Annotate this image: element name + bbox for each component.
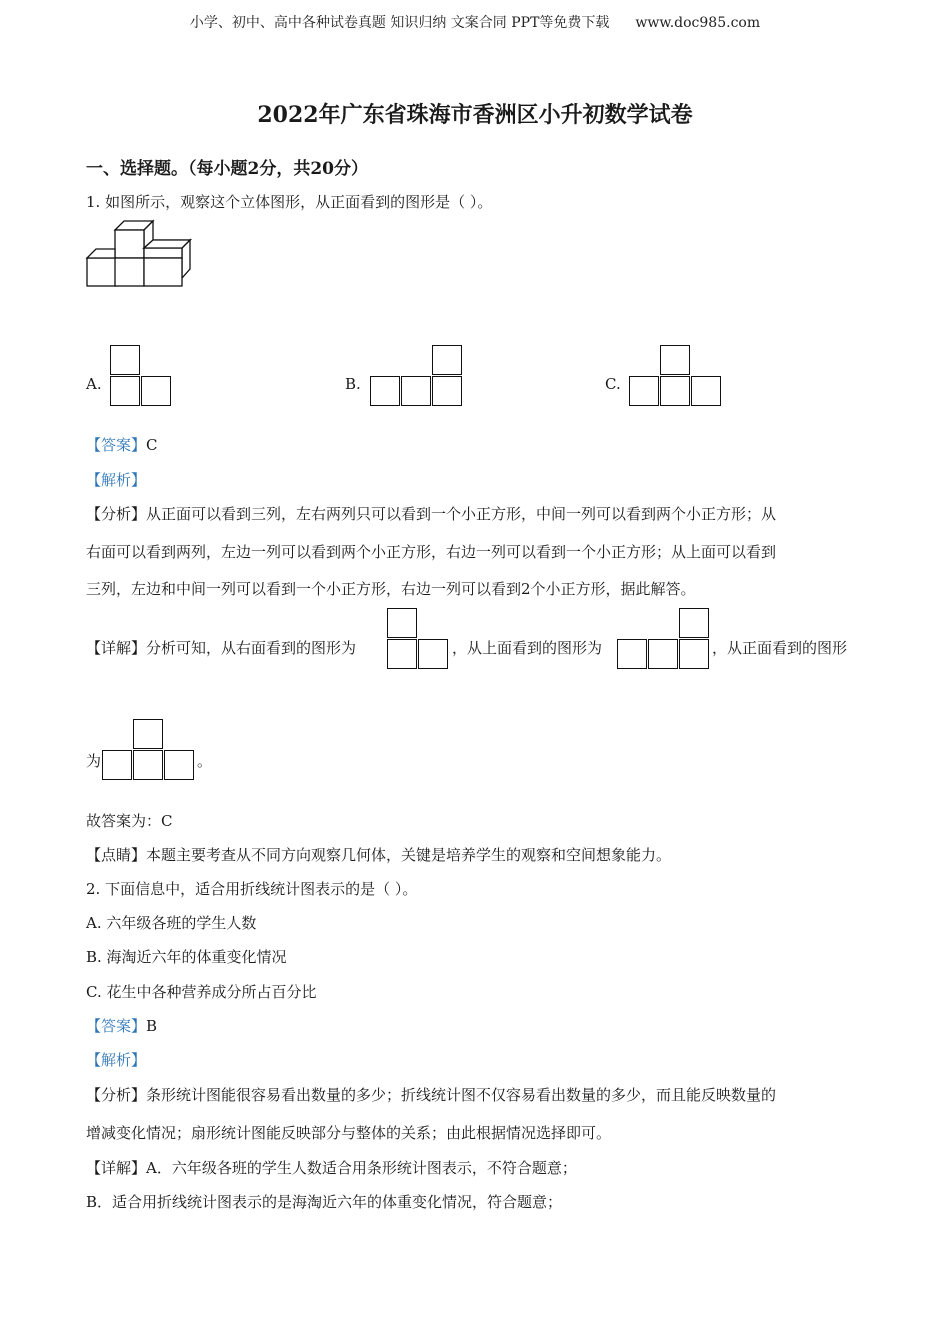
q2-fenxi-line2: 增减变化情况；扇形统计图能反映部分与整体的关系；由此根据情况选择即可。 <box>86 1124 612 1142</box>
q1-answer <box>86 434 158 455</box>
square <box>102 750 132 780</box>
q1-option-c-label[interactable]: C. <box>605 375 621 393</box>
page-header <box>0 12 950 32</box>
front-view-figure <box>102 719 196 781</box>
q1-analysis-tag: 【解析】 <box>86 471 147 489</box>
square <box>110 376 140 406</box>
q1-option-b-label[interactable]: B. <box>345 375 361 393</box>
square <box>679 608 709 638</box>
q1-option-a-figure[interactable] <box>110 345 174 407</box>
section-heading: 一、选择题。（每小题2分，共20分） <box>86 159 368 179</box>
xiangjie-text: 分析可知，从右面看到的图形为 <box>146 639 357 657</box>
square <box>617 639 647 669</box>
square <box>401 376 431 406</box>
q1-xiangjie-wei: 为 <box>86 752 102 770</box>
q2-xiangjie-line2: B．适合用折线统计图表示的是海淘近六年的体重变化情况，符合题意； <box>86 1193 563 1211</box>
square <box>418 639 448 669</box>
answer-value: C <box>146 436 158 454</box>
square <box>133 719 163 749</box>
q1-fenxi-line2: 右面可以看到两列，左边一列可以看到两个小正方形，右边一列可以看到一个小正方形；从上面可以看到 <box>86 543 777 561</box>
square <box>679 639 709 669</box>
q2-option-c[interactable]: C. 花生中各种营养成分所占百分比 <box>86 983 317 1001</box>
xiangjie-text: A．六年级各班的学生人数适合用条形统计图表示，不符合题意； <box>146 1159 577 1177</box>
page-title: 2022年广东省珠海市香洲区小升初数学试卷 <box>257 102 693 128</box>
fenxi-tag: 【分析】 <box>86 505 147 523</box>
q1-dianjing <box>86 844 671 865</box>
q1-option-b-figure[interactable] <box>370 345 464 407</box>
square <box>141 376 171 406</box>
square <box>648 639 678 669</box>
header-site[interactable]: www.doc985.com <box>635 15 761 31</box>
square <box>660 345 690 375</box>
square <box>110 345 140 375</box>
q2-fenxi-line1 <box>86 1084 776 1105</box>
q1-stem: 1. 如图所示，观察这个立体图形，从正面看到的图形是（ ）。 <box>86 193 493 211</box>
q2-stem: 2. 下面信息中，适合用折线统计图表示的是（ ）。 <box>86 880 418 898</box>
top-view-figure <box>617 608 711 670</box>
answer-tag: 【答案】 <box>86 436 147 454</box>
answer-tag: 【答案】 <box>86 1017 147 1035</box>
q1-xiangjie-tag-part1 <box>86 637 356 658</box>
square <box>432 345 462 375</box>
q2-xiangjie-line1 <box>86 1157 577 1178</box>
square <box>133 750 163 780</box>
q2-option-a[interactable]: A. 六年级各班的学生人数 <box>86 914 257 932</box>
fenxi-tag: 【分析】 <box>86 1086 147 1104</box>
q2-answer <box>86 1015 157 1036</box>
answer-value: B <box>146 1017 158 1035</box>
square <box>370 376 400 406</box>
q1-fenxi-line3: 三列，左边和中间一列可以看到一个小正方形，右边一列可以看到2个小正方形，据此解答。 <box>86 580 696 598</box>
q1-option-a-label[interactable]: A. <box>86 375 102 393</box>
square <box>660 376 690 406</box>
q1-fenxi-line1 <box>86 503 776 524</box>
q1-xiangjie-part3: ，从正面看到的图形 <box>712 639 848 657</box>
square <box>691 376 721 406</box>
fenxi-text: 条形统计图能很容易看出数量的多少；折线统计图不仅容易看出数量的多少，而且能反映数量的 <box>146 1086 777 1104</box>
square <box>432 376 462 406</box>
dianjing-text: 本题主要考查从不同方向观察几何体，关键是培养学生的观察和空间想象能力。 <box>146 846 672 864</box>
square <box>164 750 194 780</box>
q1-conclusion: 故答案为：C <box>86 812 173 830</box>
square <box>387 608 417 638</box>
q1-option-c-figure[interactable] <box>629 345 723 407</box>
xiangjie-tag: 【详解】 <box>86 639 147 657</box>
square <box>387 639 417 669</box>
right-view-figure <box>387 608 451 670</box>
dianjing-tag: 【点睛】 <box>86 846 147 864</box>
header-text: 小学、初中、高中各种试卷真题 知识归纳 文案合同 PPT等免费下载 <box>189 15 610 31</box>
cube-3d-figure <box>84 218 196 290</box>
xiangjie-tag: 【详解】 <box>86 1159 147 1177</box>
fenxi-text: 从正面可以看到三列，左右两列只可以看到一个小正方形，中间一列可以看到两个小正方形；从 <box>146 505 777 523</box>
q1-xiangjie-part2: ，从上面看到的图形为 <box>452 639 603 657</box>
q1-xiangjie-end: 。 <box>197 752 213 770</box>
q2-analysis-tag: 【解析】 <box>86 1051 147 1069</box>
square <box>629 376 659 406</box>
q2-option-b[interactable]: B. 海淘近六年的体重变化情况 <box>86 948 287 966</box>
